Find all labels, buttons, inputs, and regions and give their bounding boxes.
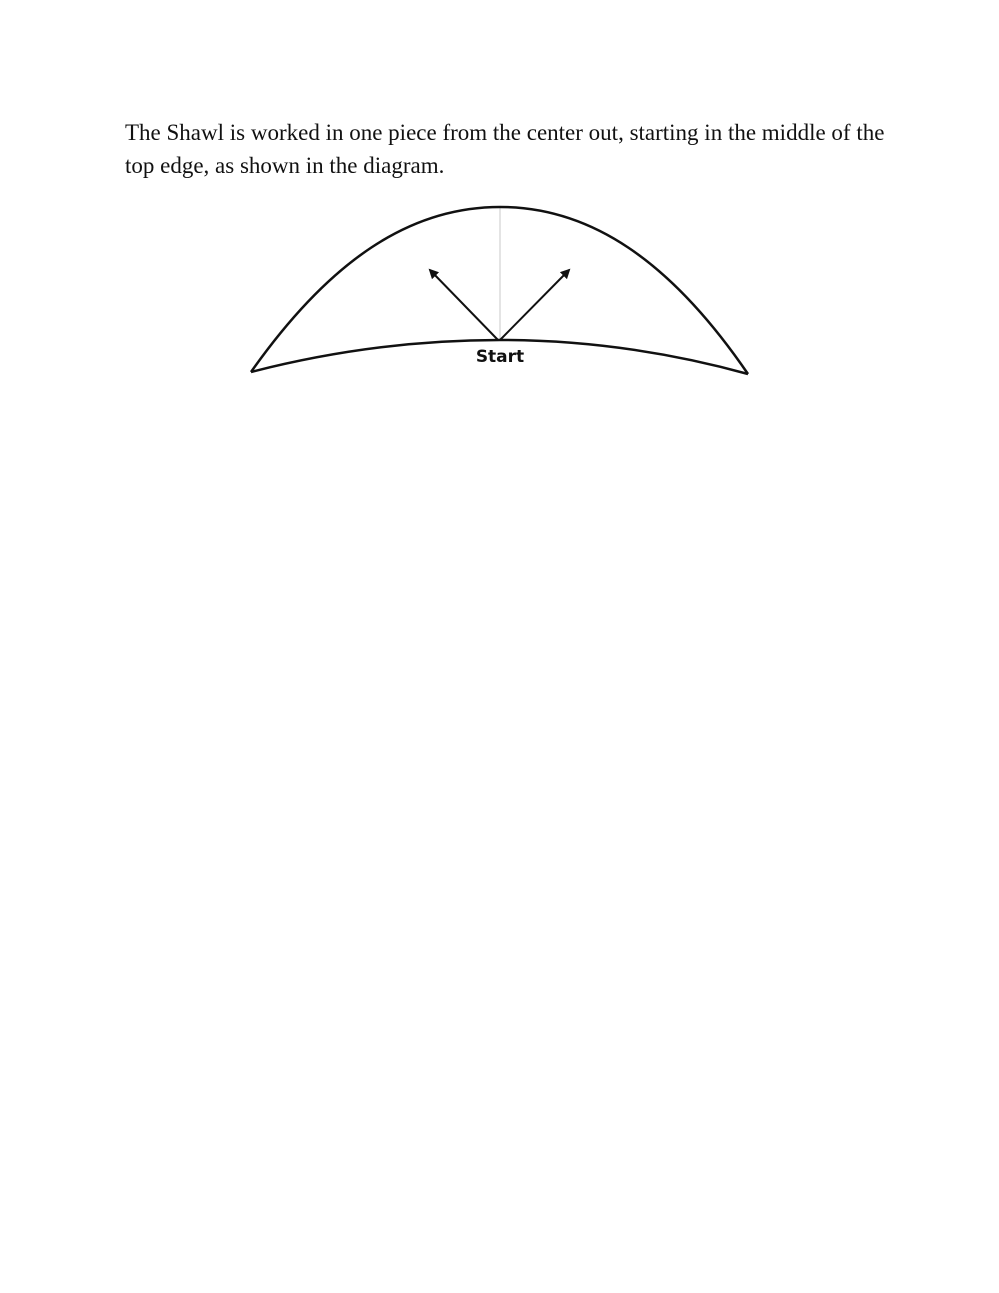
right-arrow [500,270,569,340]
intro-paragraph: The Shawl is worked in one piece from the center out, starting in the middle of the top edge, as shown in the diagram. [125,120,885,178]
left-arrow [430,270,498,340]
shawl-diagram [240,195,760,385]
start-label: Start [475,347,525,367]
